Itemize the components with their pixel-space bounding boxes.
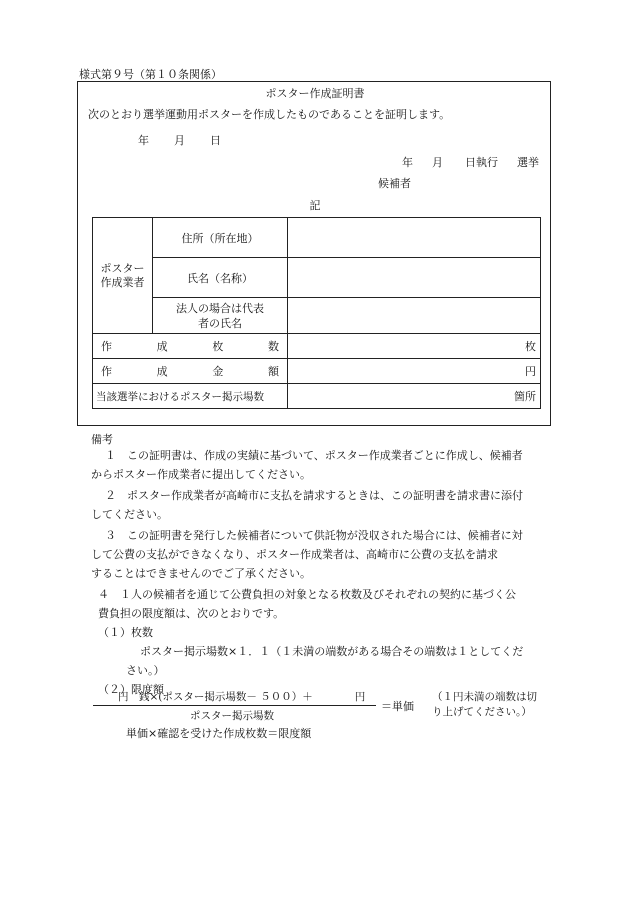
ki-heading: 記 [309,199,321,212]
remark-3-line1: ３ この証明書を発行した候補者について供託物が没収された場合には、候補者に対 [105,529,523,542]
representative-label-line2: 者の氏名 [198,316,242,330]
count-unit: 枚 [525,340,536,353]
formula-fraction-bar [93,705,376,706]
election-month-label: 月 [432,156,443,169]
amount-unit: 円 [525,365,536,378]
remark-4-line1: ４ １人の候補者を通じて公費負担の対象となる枚数及びそれぞれの契約に基づく公 [98,588,516,601]
sub1-line1: ポスター掲示場数×１．１（１未満の端数がある場合その端数は１としてくだ [140,645,524,658]
count-field[interactable] [288,334,541,359]
count-label: 作成枚数 [93,334,288,359]
formula-denominator: ポスター掲示場数 [190,710,274,722]
date-month-label: 月 [174,134,185,147]
remark-3-line2: して公費の支払ができなくなり、ポスター作成業者は、高崎市に公費の支払を請求 [91,548,498,561]
name-label: 氏名（名称） [153,258,288,298]
certificate-table [92,217,541,409]
representative-label [153,298,288,334]
formula-note-line1: （１円未満の端数は切 [432,691,537,703]
certificate-title: ポスター作成証明書 [265,87,365,100]
sub1-line2: さい。） [126,664,165,677]
remark-3-line3: することはできませんのでご了承ください。 [91,567,311,580]
remark-1-line2: からポスター作成業者に提出してください。 [91,468,311,481]
places-unit: 箇所 [514,390,536,403]
remark-2-line1: ２ ポスター作成業者が高崎市に支払を請求するときは、この証明書を請求書に添付 [105,489,523,502]
election-day-label: 日執行 [465,156,498,169]
amount-label: 作成金額 [93,359,288,384]
certificate-frame [77,81,551,426]
formula-equals: ＝単価 [381,700,414,713]
places-label: 当該選挙におけるポスター掲示場数 [93,384,288,409]
date-day-label: 日 [210,134,221,147]
remark-4-line2: 費負担の限度額は、次のとおりです。 [98,607,285,620]
date-year-label: 年 [138,134,149,147]
name-field[interactable] [288,258,541,298]
sub2-title: （２）限度額 [98,683,164,696]
certificate-intro: 次のとおり選挙運動用ポスターを作成したものであることを証明します。 [88,108,451,121]
formula-numerator: 円 銭×(ポスター掲示場数－ ５００）＋ 円 [118,691,366,703]
formula-note-line2: り上げてください。） [432,706,532,718]
amount-field[interactable] [288,359,541,384]
election-label: 選挙 [517,156,539,169]
remarks-heading: 備考 [91,433,113,446]
formula-final: 単価×確認を受けた作成枚数＝限度額 [126,727,312,740]
issue-date [138,132,221,148]
representative-label-line1: 法人の場合は代表 [176,301,264,315]
address-field[interactable] [288,218,541,258]
places-field[interactable] [288,384,541,409]
sub1-title: （１）枚数 [98,626,153,639]
remark-1-line1: １ この証明書は、作成の実績に基づいて、ポスター作成業者ごとに作成し、候補者 [105,449,523,462]
election-year-label: 年 [402,156,413,169]
form-number: 様式第９号（第１０条関係） [79,68,222,81]
candidate-label: 候補者 [378,177,411,190]
election-line [402,154,539,170]
remark-2-line2: してください。 [91,508,168,521]
address-label: 住所（所在地） [153,218,288,258]
representative-field[interactable] [288,298,541,334]
poster-maker-group-label: ポスター作成業者 [93,218,153,334]
